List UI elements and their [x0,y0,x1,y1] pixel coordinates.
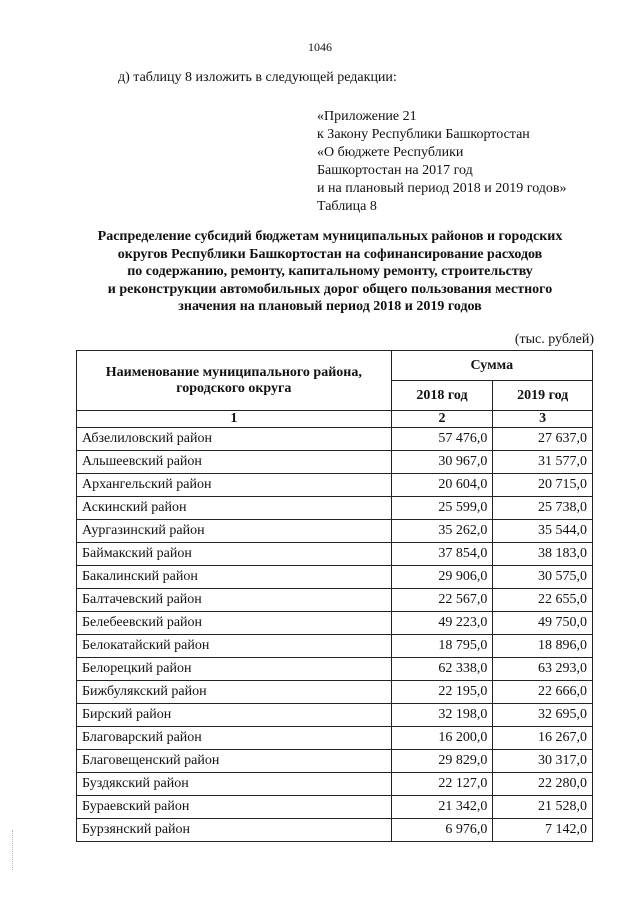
title-line: Распределение субсидий бюджетам муниципальных районов и городских [97,229,563,244]
amount-2019: 32 695,0 [493,704,593,727]
appendix-line: и на плановый период 2018 и 2019 годов» [317,181,567,196]
amount-2018: 22 195,0 [391,681,493,704]
district-name: Бижбулякский район [77,681,392,704]
district-name: Бирский район [77,704,392,727]
table-row [77,773,593,796]
amount-2018: 18 795,0 [391,635,493,658]
amount-2019: 18 896,0 [493,635,593,658]
amount-2019: 20 715,0 [493,474,593,497]
table-row [77,566,593,589]
table-row [77,750,593,773]
table-row [77,589,593,612]
page-number: 1046 [308,40,332,54]
amount-2019: 7 142,0 [493,819,593,842]
table-row [77,428,593,451]
amendment-instruction: д) таблицу 8 изложить в следующей редакции: [118,70,397,85]
district-name: Абзелиловский район [77,428,392,451]
subsidy-table [76,350,593,842]
amount-2019: 35 544,0 [493,520,593,543]
amount-2018: 32 198,0 [391,704,493,727]
amount-2018: 22 127,0 [391,773,493,796]
appendix-line: «О бюджете Республики [317,145,464,160]
amount-2018: 20 604,0 [391,474,493,497]
amount-2019: 22 655,0 [493,589,593,612]
amount-2018: 25 599,0 [391,497,493,520]
table-row [77,681,593,704]
district-name: Буздякский район [77,773,392,796]
district-name: Балтачевский район [77,589,392,612]
amount-2018: 62 338,0 [391,658,493,681]
amount-2018: 16 200,0 [391,727,493,750]
amount-2019: 63 293,0 [493,658,593,681]
document-title [60,228,600,316]
appendix-line: к Закону Республики Башкортостан [317,127,530,142]
column-number: 1 [77,411,392,428]
amount-2019: 22 280,0 [493,773,593,796]
district-name: Баймакский район [77,543,392,566]
header-year-2019: 2019 год [493,381,593,411]
amount-2019: 25 738,0 [493,497,593,520]
title-line: по содержанию, ремонту, капитальному ремонту, строительству [127,264,533,279]
district-name: Бурзянский район [77,819,392,842]
appendix-line: «Приложение 21 [317,109,417,124]
amount-2018: 57 476,0 [391,428,493,451]
header-name: Наименование муниципального района, городского округа [77,351,392,411]
table-row [77,819,593,842]
amount-2019: 22 666,0 [493,681,593,704]
amount-2019: 30 575,0 [493,566,593,589]
district-name: Белебеевский район [77,612,392,635]
table-number: Таблица 8 [317,199,377,214]
appendix-header [317,108,567,216]
table-row [77,658,593,681]
amount-2018: 6 976,0 [391,819,493,842]
appendix-line: Башкортостан на 2017 год [317,163,473,178]
district-name: Белорецкий район [77,658,392,681]
amount-2019: 16 267,0 [493,727,593,750]
table-row [77,796,593,819]
header-sum: Сумма [391,351,592,381]
amount-2019: 30 317,0 [493,750,593,773]
amount-2019: 49 750,0 [493,612,593,635]
amount-2018: 30 967,0 [391,451,493,474]
district-name: Альшеевский район [77,451,392,474]
table-row [77,520,593,543]
table-row [77,543,593,566]
scan-margin-mark [12,830,14,870]
column-number: 3 [493,411,593,428]
title-line: значения на плановый период 2018 и 2019 годов [178,299,482,314]
amount-2019: 31 577,0 [493,451,593,474]
table-row [77,635,593,658]
table-row [77,451,593,474]
column-number: 2 [391,411,493,428]
table-row [77,704,593,727]
district-name: Бакалинский район [77,566,392,589]
header-year-2018: 2018 год [391,381,493,411]
district-name: Аургазинский район [77,520,392,543]
amount-2018: 21 342,0 [391,796,493,819]
district-name: Бураевский район [77,796,392,819]
title-line: и реконструкции автомобильных дорог общего пользования местного [107,281,553,297]
amount-2018: 37 854,0 [391,543,493,566]
district-name: Аскинский район [77,497,392,520]
amount-2018: 29 829,0 [391,750,493,773]
table-row [77,474,593,497]
district-name: Белокатайский район [77,635,392,658]
table-row [77,612,593,635]
unit-label: (тыс. рублей) [514,332,594,347]
amount-2018: 29 906,0 [391,566,493,589]
amount-2018: 49 223,0 [391,612,493,635]
amount-2018: 22 567,0 [391,589,493,612]
table-row [77,727,593,750]
district-name: Благовещенский район [77,750,392,773]
amount-2019: 38 183,0 [493,543,593,566]
district-name: Благоварский район [77,727,392,750]
title-line: округов Республики Башкортостан на софинансирование расходов [117,246,543,262]
amount-2019: 21 528,0 [493,796,593,819]
district-name: Архангельский район [77,474,392,497]
amount-2019: 27 637,0 [493,428,593,451]
amount-2018: 35 262,0 [391,520,493,543]
table-row [77,497,593,520]
